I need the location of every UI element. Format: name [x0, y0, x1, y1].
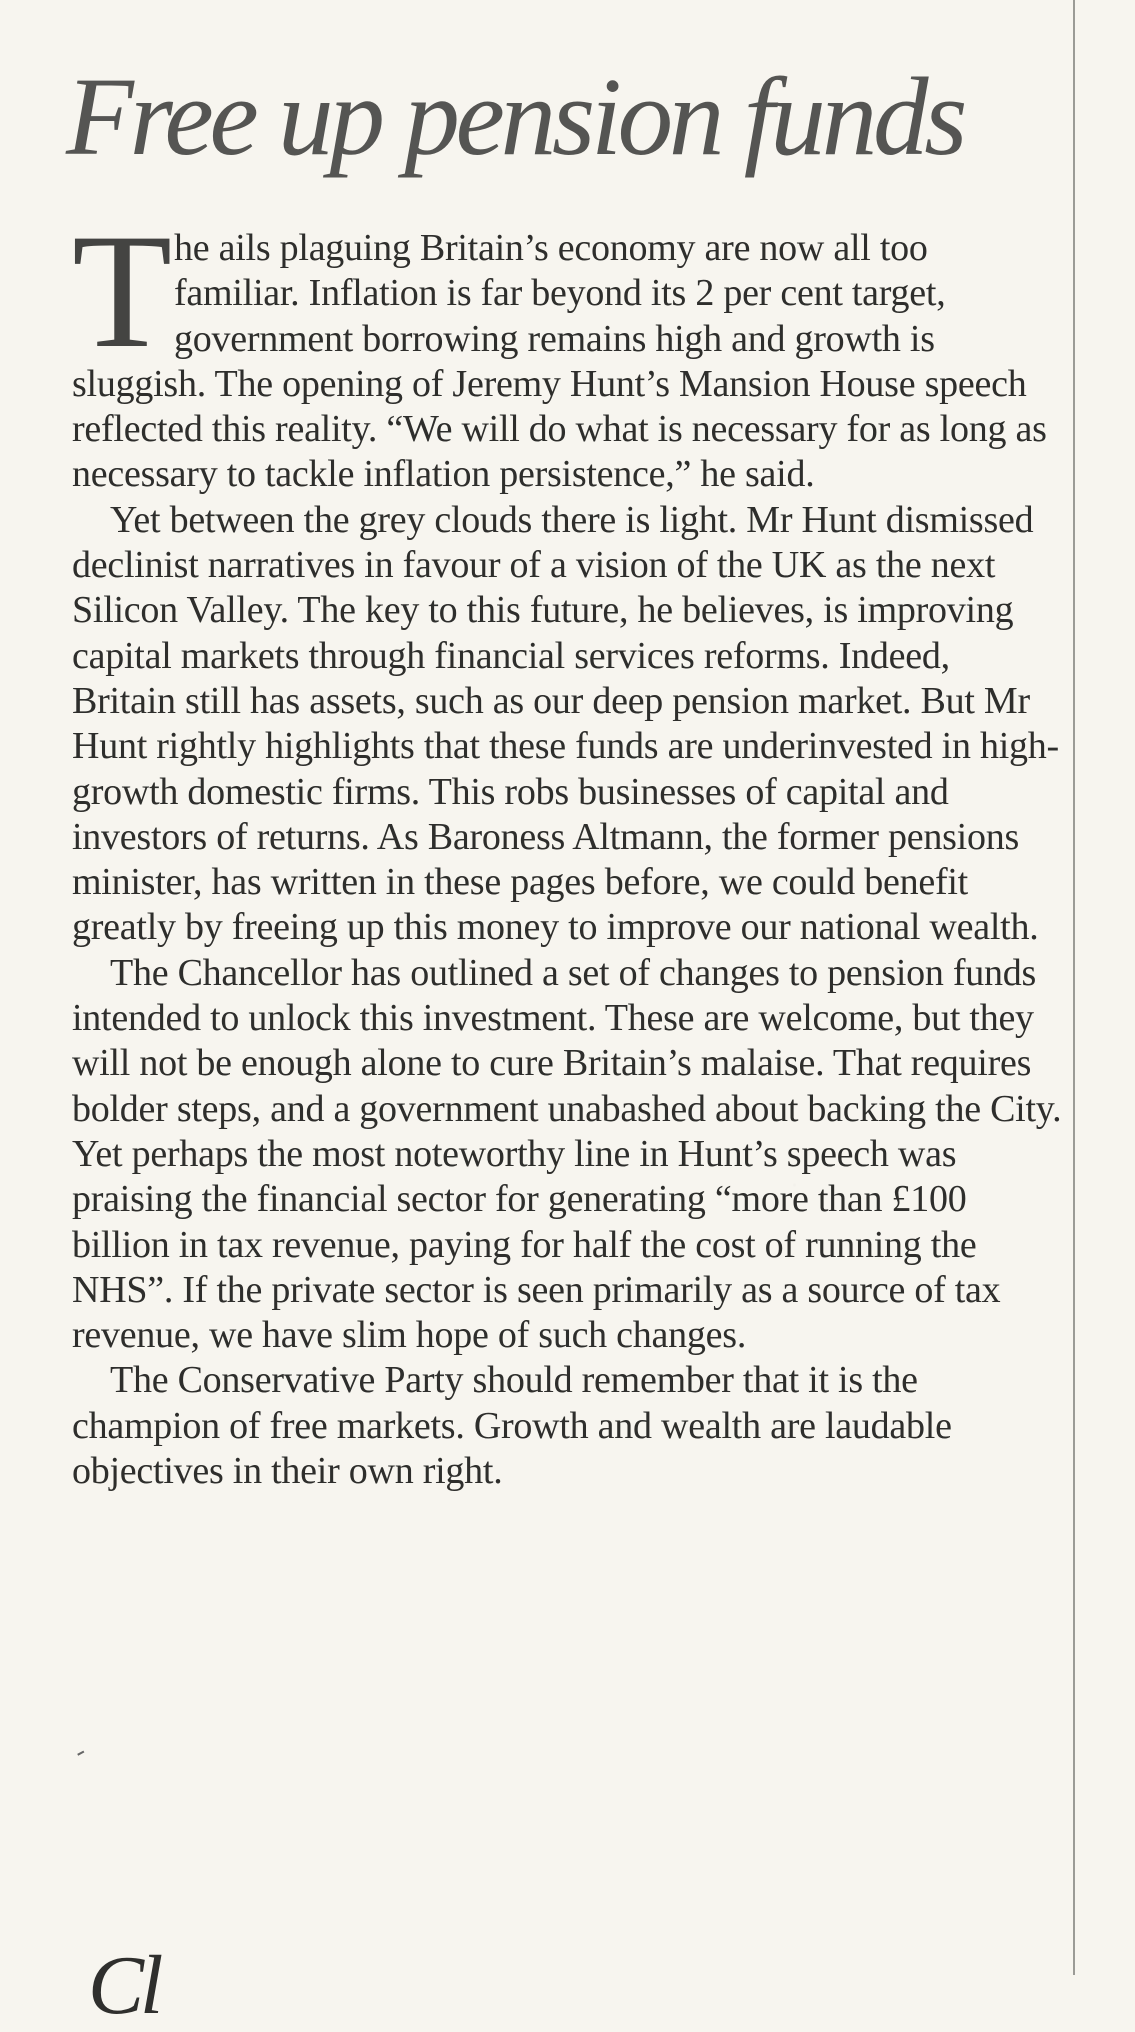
- article-body: [72, 201, 1062, 1494]
- article-headline: Free up pension funds: [66, 56, 964, 179]
- print-mark: [77, 1751, 86, 1759]
- paragraph-text: he ails plaguing Britain’s economy are now all too familiar. Inflation is far beyond its 2 per cent target, government borrowing remains high and growth is sluggish. The opening of Jeremy Hunt’s Mansion House speech reflected this reality. “We will do what is necessary for as long as necessary to tackle inflation persistence,” he said.: [72, 227, 1047, 496]
- article-paragraph-1: [72, 201, 1062, 498]
- drop-cap: T: [72, 201, 172, 382]
- next-article-headline-fragment: Cl: [88, 1939, 160, 2032]
- article-paragraph-3: The Chancellor has outlined a set of changes to pension funds intended to unlock this investment. These are welcome, but they will not be enough alone to cure Britain’s malaise. That requires bolder steps, and a government unabashed about backing the City. Yet perhaps the most noteworthy line in Hunt’s speech was praising the financial sector for generating “more than £100 billion in tax revenue, paying for half the cost of running the NHS”. If the private sector is seen primarily as a source of tax revenue, we have slim hope of such changes.: [72, 951, 1062, 1357]
- article-paragraph-4: The Conservative Party should remember that it is the champion of free markets. Growth and wealth are laudable objectives in their own right.: [72, 1359, 952, 1493]
- article-paragraph-2: Yet between the grey clouds there is light. Mr Hunt dismissed declinist narratives in favour of a vision of the UK as the next Silicon Valley. The key to this future, he believes, is improving capital markets through financial services reforms. Indeed, Britain still has assets, such as our deep pension market. But Mr Hunt rightly highlights that these funds are underinvested in high-growth domestic firms. This robs businesses of capital and investors of returns. As Baroness Altmann, the former pensions minister, has written in these pages before, we could benefit greatly by freeing up this money to improve our national wealth.: [72, 498, 1059, 949]
- column-rule: [1073, 0, 1075, 1975]
